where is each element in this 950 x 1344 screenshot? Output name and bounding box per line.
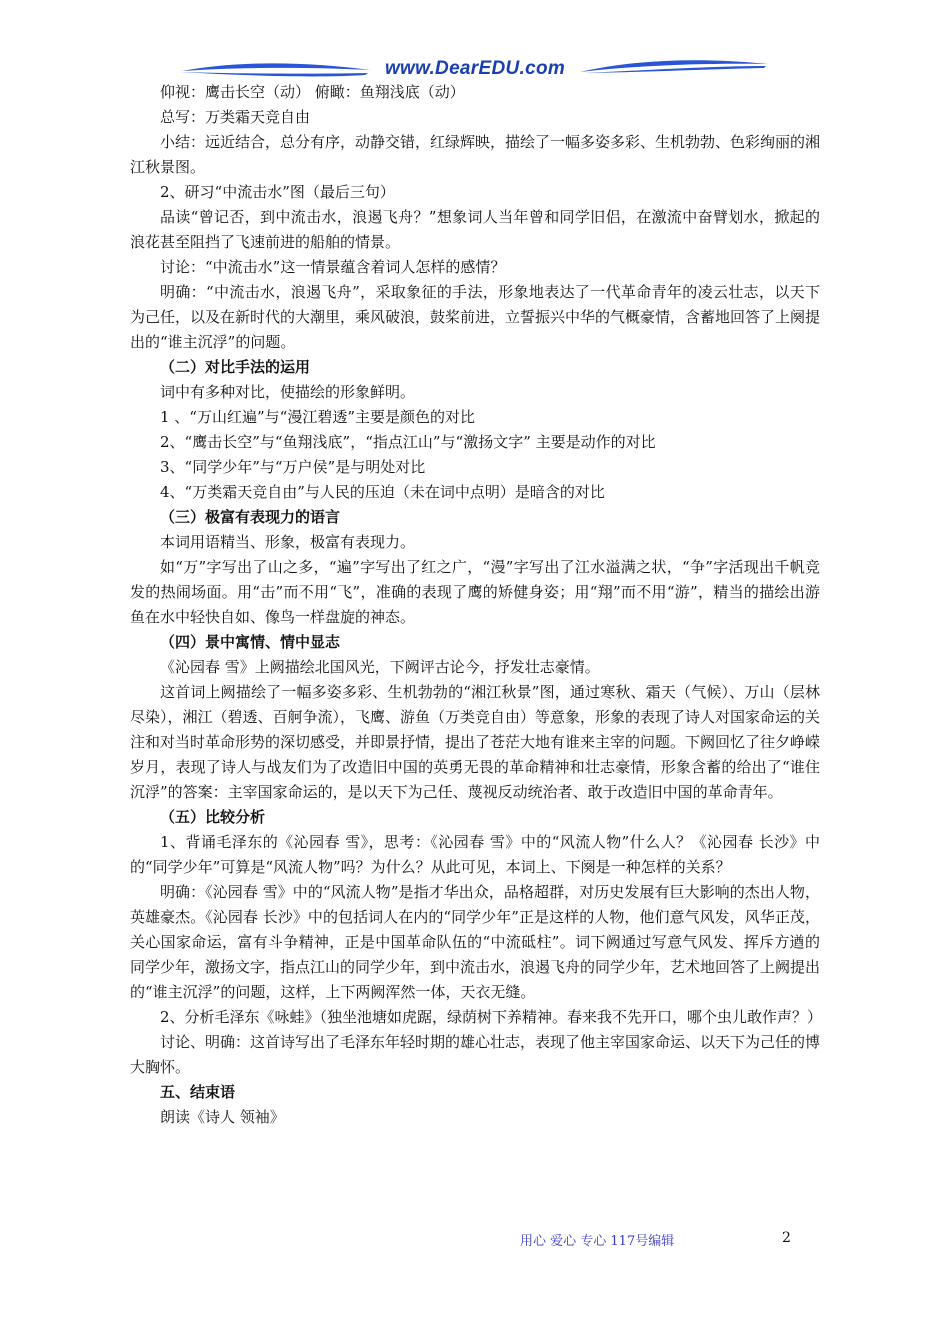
section-heading: （五）比较分析 <box>160 808 266 826</box>
paragraph: 本词用语精当、形象，极富有表现力。 <box>160 533 416 551</box>
paragraph: 2、“鹰击长空”与“鱼翔浅底”，“指点江山”与“激扬文字” 主要是动作的对比 <box>160 433 656 451</box>
section-heading: （二）对比手法的运用 <box>160 358 311 376</box>
paragraph: 讨论：“中流击水”这一情景蕴含着词人怎样的感情？ <box>160 258 506 276</box>
paragraph: 明确：《沁园春 雪》中的“风流人物”是指才华出众，品格超群，对历史发展有巨大影响的杰出人物，英雄豪杰。《沁园春 长沙》中的包括词人在内的“同学少年”正是这样的人物，他们意气风发，风华正茂，关心国家命运，富有斗争精神，正是中国革命队伍的“中流砥柱”。词下阙通过写意气风发、挥斥方遒的同学少年，激扬文字，指点江山的同学少年，到中流击水，浪遏飞舟的同学少年，艺术地回答了上阙提出的“谁主沉浮”的问题，这样，上下两阙浑然一体，天衣无缝。 <box>130 883 821 1001</box>
document-body <box>130 80 823 1130</box>
paragraph: 2、分析毛泽东《咏蛙》（独坐池塘如虎踞，绿荫树下养精神。春来我不先开口，哪个虫儿敢作声？） <box>160 1008 823 1026</box>
paragraph: 4、“万类霜天竞自由”与人民的压迫（未在词中点明）是暗含的对比 <box>160 483 605 501</box>
paragraph: 品读“曾记否，到中流击水，浪遏飞舟？”想象词人当年曾和同学旧侣，在激流中奋臂划水，掀起的浪花甚至阻挡了飞速前进的船舶的情景。 <box>130 208 820 251</box>
paragraph: 1、背诵毛泽东的《沁园春 雪》，思考：《沁园春 雪》中的“风流人物”什么人？《沁园春 长沙》中的“同学少年”可算是“风流人物”吗？为什么？从此可见，本词上、下阕是一种怎样的关系？ <box>130 833 820 876</box>
paragraph: 词中有多种对比，使描绘的形象鲜明。 <box>160 383 416 401</box>
paragraph: 《沁园春 雪》上阙描绘北国风光，下阙评古论今，抒发壮志豪情。 <box>160 658 600 676</box>
page-footer <box>0 1230 950 1254</box>
paragraph: 这首词上阙描绘了一幅多姿多彩、生机勃勃的“湘江秋景”图，通过寒秋、霜天（气候）、万山（层林尽染），湘江（碧透、百舸争流），飞鹰、游鱼（万类竞自由）等意象，形象的表现了诗人对国家命运的关注和对当时革命形势的深切感受，并即景抒情，提出了苍茫大地有谁来主宰的问题。下阙回忆了往夕峥嵘岁月，表现了诗人与战友们为了改造旧中国的英勇无畏的革命精神和壮志豪情，形象含蓄的给出了“谁住沉浮”的答案：主宰国家命运的，是以天下为己任、蔑视反动统治者、敢于改造旧中国的革命青年。 <box>130 683 821 801</box>
site-logo-text: www.DearEDU.com <box>384 58 566 79</box>
paragraph: 小结：远近结合，总分有序，动静交错，红绿辉映，描绘了一幅多姿多彩、生机勃勃、色彩绚丽的湘江秋景图。 <box>130 133 821 176</box>
page-number: 2 <box>782 1230 791 1246</box>
footer-note: 用心 爱心 专心 117号编辑 <box>520 1234 675 1249</box>
paragraph: 朗读《诗人 领袖》 <box>160 1108 285 1126</box>
paragraph: 如“万”字写出了山之多，“遍”字写出了红之广，“漫”字写出了江水溢满之状，“争”字活现出千帆竞发的热闹场面。用“击”而不用“飞”，准确的表现了鹰的矫健身姿；用“翔”而不用“游”，精当的描绘出游鱼在水中轻快自如、像鸟一样盘旋的神态。 <box>130 558 820 626</box>
paragraph: 总写：万类霜天竞自由 <box>160 108 311 126</box>
paragraph: 明确：“中流击水，浪遏飞舟”，采取象征的手法，形象地表达了一代革命青年的凌云壮志，以天下为己任，以及在新时代的大潮里，乘风破浪，鼓桨前进，立誓振兴中华的气概豪情，含蓄地回答了上阕提出的“谁主沉浮”的问题。 <box>130 283 821 351</box>
paragraph: 仰视：鹰击长空（动） 俯瞰：鱼翔浅底（动） <box>160 83 465 101</box>
section-heading: 五、结束语 <box>160 1083 236 1101</box>
paragraph: 1 、“万山红遍”与“漫江碧透”主要是颜色的对比 <box>160 408 475 426</box>
paragraph: 讨论、明确：这首诗写出了毛泽东年轻时期的雄心壮志，表现了他主宰国家命运、以天下为己任的博大胸怀。 <box>130 1033 821 1076</box>
paragraph: 2、研习“中流击水”图（最后三句） <box>160 183 395 201</box>
section-heading: （三）极富有表现力的语言 <box>160 508 341 526</box>
paragraph: 3、“同学少年”与“万户侯”是与明处对比 <box>160 458 426 476</box>
section-heading: （四）景中寓情、情中显志 <box>160 633 341 651</box>
